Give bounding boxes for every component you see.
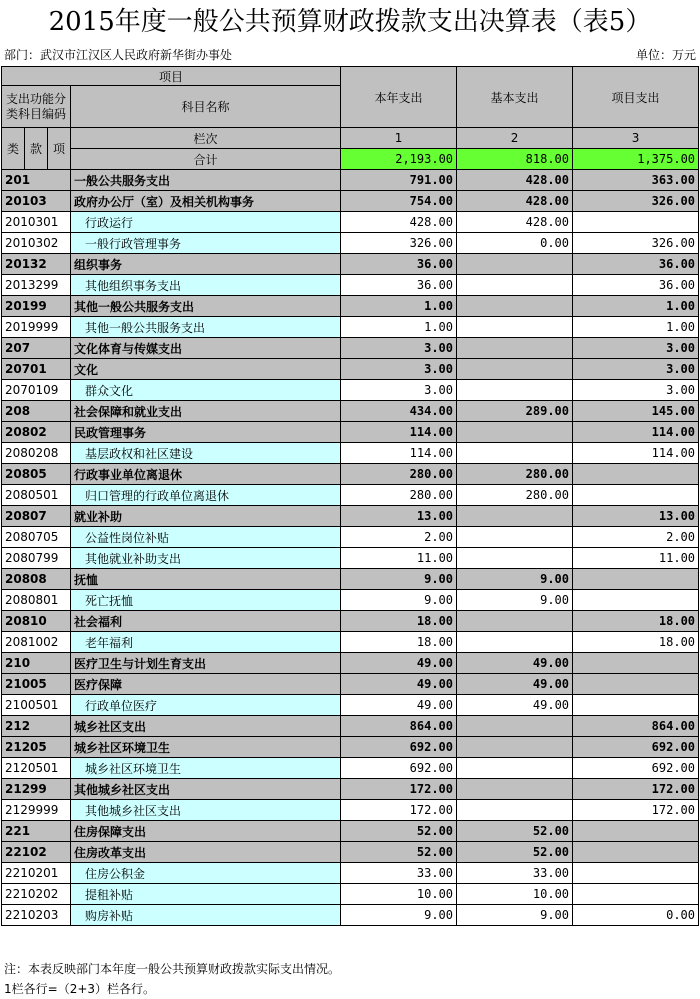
row-basic bbox=[457, 527, 573, 548]
row-code: 21205 bbox=[2, 737, 71, 758]
row-code: 20802 bbox=[2, 422, 71, 443]
total-row bbox=[2, 149, 699, 170]
row-project bbox=[573, 842, 699, 863]
row-code: 20132 bbox=[2, 254, 71, 275]
table-row bbox=[2, 275, 699, 296]
row-basic bbox=[457, 443, 573, 464]
row-current: 3.00 bbox=[341, 359, 457, 380]
row-basic: 280.00 bbox=[457, 485, 573, 506]
row-code: 20807 bbox=[2, 506, 71, 527]
row-project: 3.00 bbox=[573, 359, 699, 380]
row-basic: 0.00 bbox=[457, 233, 573, 254]
row-name: 医疗卫生与计划生育支出 bbox=[71, 653, 341, 674]
table-row bbox=[2, 170, 699, 191]
row-code: 2013299 bbox=[2, 275, 71, 296]
row-current: 36.00 bbox=[341, 254, 457, 275]
row-current: 49.00 bbox=[341, 674, 457, 695]
header-name-label: 科目名称 bbox=[71, 86, 341, 128]
table-row bbox=[2, 695, 699, 716]
row-current: 36.00 bbox=[341, 275, 457, 296]
row-code: 2080705 bbox=[2, 527, 71, 548]
row-code: 20701 bbox=[2, 359, 71, 380]
row-basic: 428.00 bbox=[457, 212, 573, 233]
row-current: 114.00 bbox=[341, 422, 457, 443]
row-code: 2210203 bbox=[2, 905, 71, 926]
row-basic bbox=[457, 548, 573, 569]
row-name: 住房改革支出 bbox=[71, 842, 341, 863]
row-project bbox=[573, 821, 699, 842]
row-name: 一般公共服务支出 bbox=[71, 170, 341, 191]
row-basic bbox=[457, 506, 573, 527]
row-name: 群众文化 bbox=[71, 380, 341, 401]
row-current: 9.00 bbox=[341, 905, 457, 926]
row-code: 20805 bbox=[2, 464, 71, 485]
table-row bbox=[2, 905, 699, 926]
row-name: 社会福利 bbox=[71, 611, 341, 632]
row-project: 1.00 bbox=[573, 317, 699, 338]
row-current: 9.00 bbox=[341, 569, 457, 590]
row-name: 行政运行 bbox=[71, 212, 341, 233]
row-basic: 49.00 bbox=[457, 695, 573, 716]
table-row bbox=[2, 233, 699, 254]
row-basic: 9.00 bbox=[457, 905, 573, 926]
department-label: 部门：武汉市江汉区人民政府新华街办事处 bbox=[4, 48, 233, 62]
row-project: 11.00 bbox=[573, 548, 699, 569]
row-current: 692.00 bbox=[341, 758, 457, 779]
row-basic: 49.00 bbox=[457, 674, 573, 695]
row-name: 其他一般公共服务支出 bbox=[71, 296, 341, 317]
header-lei: 类 bbox=[2, 128, 25, 170]
row-name: 老年福利 bbox=[71, 632, 341, 653]
table-row bbox=[2, 611, 699, 632]
row-name: 社会保障和就业支出 bbox=[71, 401, 341, 422]
row-basic: 33.00 bbox=[457, 863, 573, 884]
row-code: 21005 bbox=[2, 674, 71, 695]
table-row bbox=[2, 506, 699, 527]
header-n2: 2 bbox=[457, 128, 573, 149]
row-basic: 10.00 bbox=[457, 884, 573, 905]
row-current: 326.00 bbox=[341, 233, 457, 254]
row-name: 购房补贴 bbox=[71, 905, 341, 926]
row-project bbox=[573, 884, 699, 905]
row-code: 2210201 bbox=[2, 863, 71, 884]
table-row bbox=[2, 359, 699, 380]
row-code: 2129999 bbox=[2, 800, 71, 821]
row-code: 221 bbox=[2, 821, 71, 842]
row-current: 692.00 bbox=[341, 737, 457, 758]
row-project bbox=[573, 212, 699, 233]
row-current: 434.00 bbox=[341, 401, 457, 422]
row-current: 754.00 bbox=[341, 191, 457, 212]
table-row bbox=[2, 464, 699, 485]
table-row bbox=[2, 779, 699, 800]
row-project bbox=[573, 674, 699, 695]
row-basic: 428.00 bbox=[457, 191, 573, 212]
row-code: 20810 bbox=[2, 611, 71, 632]
header-col-project: 项目支出 bbox=[573, 67, 699, 128]
table-row bbox=[2, 632, 699, 653]
row-current: 2.00 bbox=[341, 527, 457, 548]
row-project bbox=[573, 590, 699, 611]
row-project: 3.00 bbox=[573, 380, 699, 401]
row-name: 其他组织事务支出 bbox=[71, 275, 341, 296]
row-name: 死亡抚恤 bbox=[71, 590, 341, 611]
table-row bbox=[2, 212, 699, 233]
row-current: 49.00 bbox=[341, 695, 457, 716]
row-current: 3.00 bbox=[341, 380, 457, 401]
row-current: 791.00 bbox=[341, 170, 457, 191]
row-basic: 428.00 bbox=[457, 170, 573, 191]
row-current: 172.00 bbox=[341, 800, 457, 821]
row-current: 52.00 bbox=[341, 821, 457, 842]
row-basic bbox=[457, 716, 573, 737]
row-project: 1.00 bbox=[573, 296, 699, 317]
row-name: 抚恤 bbox=[71, 569, 341, 590]
table-row bbox=[2, 443, 699, 464]
table-row bbox=[2, 422, 699, 443]
row-code: 210 bbox=[2, 653, 71, 674]
row-current: 280.00 bbox=[341, 464, 457, 485]
table-row bbox=[2, 191, 699, 212]
row-code: 2019999 bbox=[2, 317, 71, 338]
row-basic bbox=[457, 737, 573, 758]
row-code: 2100501 bbox=[2, 695, 71, 716]
row-project: 172.00 bbox=[573, 800, 699, 821]
row-project: 0.00 bbox=[573, 905, 699, 926]
table-row bbox=[2, 884, 699, 905]
row-current: 52.00 bbox=[341, 842, 457, 863]
table-row bbox=[2, 338, 699, 359]
header-kuan: 款 bbox=[25, 128, 48, 170]
row-project bbox=[573, 653, 699, 674]
header-row-item bbox=[2, 67, 699, 86]
row-project: 692.00 bbox=[573, 737, 699, 758]
row-basic bbox=[457, 359, 573, 380]
table-row bbox=[2, 674, 699, 695]
row-basic: 9.00 bbox=[457, 590, 573, 611]
header-xiang: 项 bbox=[48, 128, 71, 170]
row-basic: 280.00 bbox=[457, 464, 573, 485]
row-name: 城乡社区环境卫生 bbox=[71, 737, 341, 758]
row-code: 2080501 bbox=[2, 485, 71, 506]
header-item: 项目 bbox=[2, 67, 341, 86]
row-project: 692.00 bbox=[573, 758, 699, 779]
row-basic: 289.00 bbox=[457, 401, 573, 422]
row-name: 政府办公厅（室）及相关机构事务 bbox=[71, 191, 341, 212]
table-row bbox=[2, 254, 699, 275]
row-code: 2080208 bbox=[2, 443, 71, 464]
row-code: 2070109 bbox=[2, 380, 71, 401]
row-basic bbox=[457, 317, 573, 338]
row-current: 1.00 bbox=[341, 317, 457, 338]
table-row bbox=[2, 380, 699, 401]
row-basic bbox=[457, 254, 573, 275]
row-name: 行政事业单位离退休 bbox=[71, 464, 341, 485]
table-row bbox=[2, 527, 699, 548]
row-name: 城乡社区环境卫生 bbox=[71, 758, 341, 779]
row-name: 就业补助 bbox=[71, 506, 341, 527]
row-basic bbox=[457, 422, 573, 443]
header-n1: 1 bbox=[341, 128, 457, 149]
header-n3: 3 bbox=[573, 128, 699, 149]
table-row bbox=[2, 758, 699, 779]
table-row bbox=[2, 842, 699, 863]
row-current: 114.00 bbox=[341, 443, 457, 464]
row-basic bbox=[457, 611, 573, 632]
table-row bbox=[2, 317, 699, 338]
row-current: 172.00 bbox=[341, 779, 457, 800]
row-name: 其他城乡社区支出 bbox=[71, 779, 341, 800]
row-code: 212 bbox=[2, 716, 71, 737]
table-row bbox=[2, 800, 699, 821]
row-name: 归口管理的行政单位离退休 bbox=[71, 485, 341, 506]
row-project: 18.00 bbox=[573, 611, 699, 632]
row-basic: 49.00 bbox=[457, 653, 573, 674]
row-basic bbox=[457, 779, 573, 800]
table-row bbox=[2, 821, 699, 842]
row-code: 20808 bbox=[2, 569, 71, 590]
row-name: 住房保障支出 bbox=[71, 821, 341, 842]
row-project: 145.00 bbox=[573, 401, 699, 422]
row-name: 医疗保障 bbox=[71, 674, 341, 695]
header-code-label: 支出功能分类科目编码 bbox=[2, 86, 71, 128]
row-code: 20199 bbox=[2, 296, 71, 317]
row-code: 20103 bbox=[2, 191, 71, 212]
row-project: 114.00 bbox=[573, 422, 699, 443]
unit-label: 单位：万元 bbox=[635, 48, 696, 62]
row-code: 2210202 bbox=[2, 884, 71, 905]
row-project: 114.00 bbox=[573, 443, 699, 464]
row-project: 864.00 bbox=[573, 716, 699, 737]
row-basic bbox=[457, 632, 573, 653]
row-name: 其他一般公共服务支出 bbox=[71, 317, 341, 338]
row-basic: 9.00 bbox=[457, 569, 573, 590]
total-project: 1,375.00 bbox=[573, 149, 699, 170]
row-current: 864.00 bbox=[341, 716, 457, 737]
row-basic bbox=[457, 380, 573, 401]
total-current: 2,193.00 bbox=[341, 149, 457, 170]
row-code: 207 bbox=[2, 338, 71, 359]
table-row bbox=[2, 653, 699, 674]
row-basic bbox=[457, 275, 573, 296]
table-row bbox=[2, 590, 699, 611]
footnote-2: 1栏各行=（2+3）栏各行。 bbox=[4, 982, 156, 996]
row-code: 201 bbox=[2, 170, 71, 191]
table-row bbox=[2, 296, 699, 317]
row-code: 22102 bbox=[2, 842, 71, 863]
row-name: 城乡社区支出 bbox=[71, 716, 341, 737]
row-code: 2010301 bbox=[2, 212, 71, 233]
table-row bbox=[2, 485, 699, 506]
page-title: 2015年度一般公共预算财政拨款支出决算表（表5） bbox=[48, 7, 652, 37]
row-basic bbox=[457, 296, 573, 317]
table-row bbox=[2, 737, 699, 758]
row-project bbox=[573, 464, 699, 485]
row-name: 行政单位医疗 bbox=[71, 695, 341, 716]
row-project: 13.00 bbox=[573, 506, 699, 527]
row-name: 其他城乡社区支出 bbox=[71, 800, 341, 821]
row-name: 一般行政管理事务 bbox=[71, 233, 341, 254]
total-label: 合计 bbox=[71, 149, 341, 170]
row-current: 18.00 bbox=[341, 632, 457, 653]
header-row-lei bbox=[2, 128, 699, 149]
row-code: 2081002 bbox=[2, 632, 71, 653]
row-basic bbox=[457, 338, 573, 359]
row-project bbox=[573, 863, 699, 884]
row-name: 公益性岗位补贴 bbox=[71, 527, 341, 548]
row-current: 33.00 bbox=[341, 863, 457, 884]
row-code: 2080799 bbox=[2, 548, 71, 569]
row-current: 1.00 bbox=[341, 296, 457, 317]
footnote-1: 注：本表反映部门本年度一般公共预算财政拨款实际支出情况。 bbox=[4, 962, 341, 976]
table-row bbox=[2, 569, 699, 590]
table-row bbox=[2, 716, 699, 737]
row-name: 其他就业补助支出 bbox=[71, 548, 341, 569]
row-project bbox=[573, 695, 699, 716]
header-row-num-label: 栏次 bbox=[71, 128, 341, 149]
row-project: 36.00 bbox=[573, 275, 699, 296]
row-name: 基层政权和社区建设 bbox=[71, 443, 341, 464]
row-current: 11.00 bbox=[341, 548, 457, 569]
row-code: 2120501 bbox=[2, 758, 71, 779]
row-project: 326.00 bbox=[573, 191, 699, 212]
row-name: 住房公积金 bbox=[71, 863, 341, 884]
header-col-basic: 基本支出 bbox=[457, 67, 573, 128]
row-code: 2010302 bbox=[2, 233, 71, 254]
row-code: 21299 bbox=[2, 779, 71, 800]
row-project bbox=[573, 569, 699, 590]
row-project: 172.00 bbox=[573, 779, 699, 800]
row-project: 363.00 bbox=[573, 170, 699, 191]
row-basic bbox=[457, 800, 573, 821]
row-current: 280.00 bbox=[341, 485, 457, 506]
row-current: 9.00 bbox=[341, 590, 457, 611]
row-name: 文化体育与传媒支出 bbox=[71, 338, 341, 359]
expenditure-table bbox=[1, 66, 699, 926]
total-basic: 818.00 bbox=[457, 149, 573, 170]
row-project: 18.00 bbox=[573, 632, 699, 653]
row-current: 10.00 bbox=[341, 884, 457, 905]
row-current: 428.00 bbox=[341, 212, 457, 233]
row-project: 2.00 bbox=[573, 527, 699, 548]
row-name: 民政管理事务 bbox=[71, 422, 341, 443]
row-name: 组织事务 bbox=[71, 254, 341, 275]
header-col-current: 本年支出 bbox=[341, 67, 457, 128]
row-code: 208 bbox=[2, 401, 71, 422]
row-code: 2080801 bbox=[2, 590, 71, 611]
row-project: 326.00 bbox=[573, 233, 699, 254]
row-name: 提租补贴 bbox=[71, 884, 341, 905]
row-project: 36.00 bbox=[573, 254, 699, 275]
row-current: 49.00 bbox=[341, 653, 457, 674]
row-project: 3.00 bbox=[573, 338, 699, 359]
row-current: 18.00 bbox=[341, 611, 457, 632]
row-name: 文化 bbox=[71, 359, 341, 380]
table-row bbox=[2, 548, 699, 569]
table-row bbox=[2, 401, 699, 422]
row-current: 3.00 bbox=[341, 338, 457, 359]
row-current: 13.00 bbox=[341, 506, 457, 527]
row-basic: 52.00 bbox=[457, 842, 573, 863]
row-project bbox=[573, 485, 699, 506]
table-row bbox=[2, 863, 699, 884]
row-basic bbox=[457, 758, 573, 779]
row-basic: 52.00 bbox=[457, 821, 573, 842]
